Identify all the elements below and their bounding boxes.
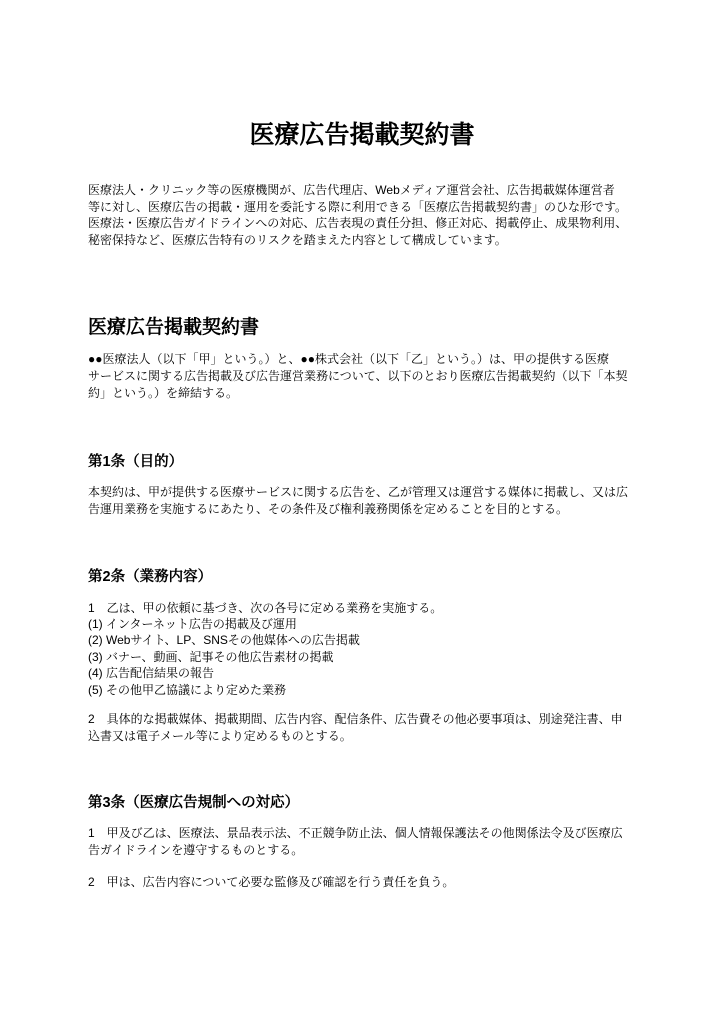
list-item: (4) 広告配信結果の報告 — [88, 666, 215, 681]
article-line: 1 甲及び乙は、医療法、景品表示法、不正競争防止法、個人情報保護法その他関係法令及び医療広 — [88, 826, 623, 840]
article-2-heading: 第2条（業務内容） — [88, 569, 213, 585]
list-item: (3) バナー、動画、記事その他広告素材の掲載 — [88, 649, 334, 664]
intro-line: 医療法人・クリニック等の医療機関が、広告代理店、Webメディア運営会社、広告掲載媒体運営者 — [88, 183, 615, 197]
article-line: 2 具体的な掲載媒体、掲載期間、広告内容、配信条件、広告費その他必要事項は、別途発注書、申 — [88, 712, 623, 726]
article-line: 告ガイドラインを遵守するものとする。 — [88, 842, 304, 857]
article-line: 2 甲は、広告内容について必要な監修及び確認を行う責任を負う。 — [88, 875, 455, 889]
list-item: (1) インターネット広告の掲載及び運用 — [88, 616, 297, 631]
article-3-paragraph-1 — [88, 825, 648, 859]
preamble-paragraph — [88, 351, 648, 401]
article-2-paragraph-2 — [88, 711, 648, 745]
article-2-paragraph-1 — [88, 600, 648, 698]
article-1-paragraph — [88, 484, 648, 518]
list-item: (5) その他甲乙協議により定めた業務 — [88, 682, 287, 697]
document-title: 医療広告掲載契約書 — [249, 121, 475, 149]
article-3-paragraph-2 — [88, 874, 648, 891]
preamble-line: サービスに関する広告掲載及び広告運営業務について、以下のとおり医療広告掲載契約（以下「本契 — [88, 368, 628, 383]
preamble-line: 約」という。）を締結する。 — [88, 385, 239, 400]
article-line: 本契約は、甲が提供する医療サービスに関する広告を、乙が管理又は運営する媒体に掲載し、又は広 — [88, 485, 629, 499]
contract-heading: 医療広告掲載契約書 — [88, 317, 260, 338]
list-item: (2) Webサイト、LP、SNSその他媒体への広告掲載 — [88, 633, 360, 648]
article-line: 込書又は電子メール等により定めるものとする。 — [88, 728, 352, 743]
preamble-line: ●●医療法人（以下「甲」という。）と、●●株式会社（以下「乙」という。）は、甲の提供する医療 — [88, 352, 609, 366]
article-1-heading: 第1条（目的） — [88, 454, 184, 470]
article-line: 1 乙は、甲の依頼に基づき、次の各号に定める業務を実施する。 — [88, 600, 443, 615]
intro-paragraph — [88, 182, 648, 248]
intro-line: 医療法・医療広告ガイドラインへの対応、広告表現の責任分担、修正対応、掲載停止、成果物利用、 — [88, 216, 628, 230]
article-line: 告運用業務を実施するにあたり、その条件及び権利義務関係を定めることを目的とする。 — [88, 501, 569, 516]
article-3-heading: 第3条（医療広告規制への対応） — [88, 795, 300, 811]
intro-line: 等に対し、医療広告の掲載・運用を委託する際に利用できる「医療広告掲載契約書」のひな形です。 — [88, 199, 628, 214]
intro-line: 秘密保持など、医療広告特有のリスクを踏まえた内容として構成しています。 — [88, 232, 507, 247]
